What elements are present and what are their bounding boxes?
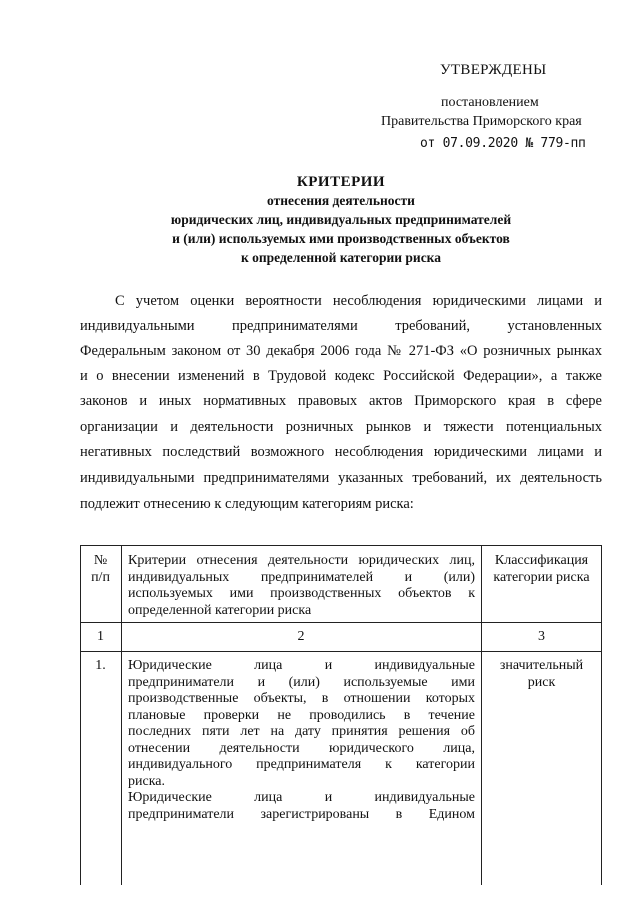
table-divider xyxy=(80,651,602,652)
paragraph-line: негативных последствий возможного несоблюдения юридическими лицами и xyxy=(80,444,602,460)
table-border-right xyxy=(601,545,602,885)
decree-line-2: Правительства Приморского края xyxy=(381,114,582,129)
table-border-top xyxy=(80,545,602,546)
header-classification-line: Классификация xyxy=(494,553,589,568)
paragraph-line: организации и деятельности розничных рынков и тяжести потенциальных xyxy=(80,419,602,435)
row-criteria-line: последних пяти лет на дату принятия решения об xyxy=(128,724,475,739)
header-classification-line: категории риска xyxy=(493,569,590,585)
paragraph-line: законов и иных нормативных правовых актов Приморского края в сфере xyxy=(80,393,602,409)
document-subtitle-line: отнесения деятельности xyxy=(267,193,415,208)
table-divider xyxy=(80,622,602,623)
row-criteria-line: предприниматели зарегистрированы в Едином xyxy=(128,806,475,822)
column-number-2: 2 xyxy=(297,629,305,644)
row-criteria-line: плановые проверки не проводились в течение xyxy=(128,707,475,723)
row-num-cell: 1. xyxy=(95,658,106,673)
document-title: КРИТЕРИИ xyxy=(296,174,386,190)
paragraph-line: С учетом оценки вероятности несоблюдения юридическими лицами и xyxy=(115,293,602,309)
row-criteria-line: отнесении деятельности юридического лица, xyxy=(128,740,475,756)
table-border-left xyxy=(80,545,81,885)
header-criteria-line: используемых ими производственных объектов к xyxy=(128,586,475,601)
header-criteria-line: Критерии отнесения деятельности юридических лиц, xyxy=(128,553,475,568)
header-num-line: № xyxy=(93,553,108,568)
paragraph-line: индивидуальными предпринимателями указанных требований, их деятельность xyxy=(80,470,602,486)
header-criteria-cell xyxy=(128,553,475,619)
row-classification-line: значительный xyxy=(499,658,584,673)
row-criteria-line: Юридические лица и индивидуальные xyxy=(128,790,475,805)
row-classification-cell xyxy=(481,658,602,691)
row-classification-line: риск xyxy=(527,674,556,690)
row-criteria-line: предприниматели и (или) используемые ими xyxy=(128,674,475,690)
paragraph-line: Федеральным законом от 30 декабря 2006 года № 271-ФЗ «О розничных рынках xyxy=(80,343,602,359)
row-criteria-line: производственные объекты, в отношении которых xyxy=(128,691,475,706)
document-subtitle-line: к определенной категории риска xyxy=(240,250,442,265)
paragraph-line: индивидуальными предпринимателями требований, установленных xyxy=(80,318,602,334)
header-classification-cell xyxy=(481,553,602,586)
table-column-divider xyxy=(481,545,482,885)
decree-line-3: от 07.09.2020 № 779-пп xyxy=(420,136,586,151)
decree-line-1: постановлением xyxy=(441,95,539,110)
header-criteria-line: определенной категории риска xyxy=(128,602,312,618)
column-number-1: 1 xyxy=(97,629,104,644)
paragraph-line: подлежит отнесению к следующим категориям риска: xyxy=(80,496,414,512)
row-criteria-line: Юридические лица и индивидуальные xyxy=(128,658,475,673)
header-criteria-line: индивидуальных предпринимателей и (или) xyxy=(128,569,475,585)
row-criteria-cell xyxy=(128,658,475,823)
document-subtitle-line: юридических лиц, индивидуальных предпринимателей xyxy=(170,212,512,227)
header-num-cell xyxy=(80,553,121,586)
approval-label: УТВЕРЖДЕНЫ xyxy=(440,62,547,78)
column-number-3: 3 xyxy=(538,629,545,644)
paragraph-line: и о внесении изменений в Трудовой кодекс Российской Федерации», а также xyxy=(80,368,602,384)
row-criteria-line: индивидуального предпринимателя к категории xyxy=(128,757,475,772)
document-subtitle-line: и (или) используемых ими производственных объектов xyxy=(172,231,510,246)
row-criteria-line: риска. xyxy=(128,773,166,789)
header-num-line: п/п xyxy=(91,569,110,585)
table-column-divider xyxy=(121,545,122,885)
